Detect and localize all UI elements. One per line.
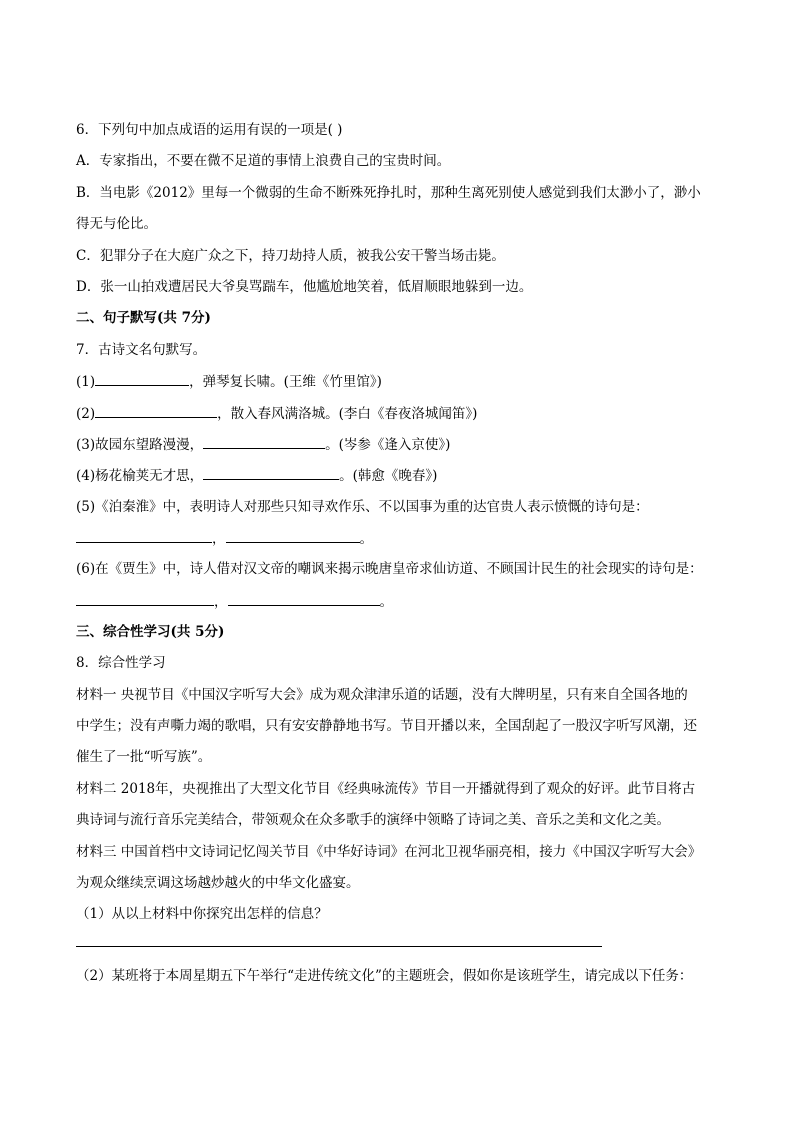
question-7-item-1: [76, 372, 382, 391]
item-3-text: (3)故园东望路漫漫，: [76, 437, 204, 453]
item-2-label: (2): [76, 406, 96, 422]
answer-blank-6a[interactable]: [76, 592, 214, 606]
question-7-item-6: (6)在《贾生》中，诗人借对汉文帝的嘲讽来揭示晚唐皇帝求仙访道、不顾国计民生的社会现实的诗句是：: [76, 561, 703, 577]
material-1-line-1: 材料一 央视节目《中国汉字听写大会》成为观众津津乐道的话题，没有大牌明星，只有来自全国各地的: [76, 687, 688, 703]
question-8-sub-2: （2）某班将于本周星期五下午举行“走进传统文化”的主题班会，假如你是该班学生，请完成以下任务：: [76, 968, 693, 984]
item-3-tail: 。(岑参《逢入京使》): [325, 437, 451, 453]
item-1-label: (1): [76, 374, 96, 390]
question-6-option-b: B．当电影《2012》里每一个微弱的生命不断殊死挣扎时，那种生离死别使人感觉到我们太渺小了，渺小: [76, 185, 701, 201]
question-6-option-a: A．专家指出，不要在微不足道的事情上浪费自己的宝贵时间。: [76, 153, 451, 169]
material-2-line-2: 典诗词与流行音乐完美结合，带领观众在众多歌手的演绎中领略了诗词之美、音乐之美和文化之美。: [76, 812, 670, 828]
answer-blank-5a[interactable]: [76, 529, 212, 543]
material-1-line-3: 催生了一批“听写族”。: [76, 749, 212, 765]
item-4-tail: 。(韩愈《晚春》): [339, 468, 438, 484]
question-6-stem: 6．下列句中加点成语的运用有误的一项是( ): [76, 122, 343, 138]
question-7-item-5-answer: [76, 529, 373, 548]
item-1-text: ，弹琴复长啸。(王维《竹里馆》): [189, 374, 382, 390]
question-7-item-2: [76, 404, 477, 423]
question-7-item-3: [76, 435, 450, 454]
question-7-item-6-answer: [76, 592, 393, 611]
question-6-option-c: C．犯罪分子在大庭广众之下，持刀劫持人质，被我公安干警当场击毙。: [76, 248, 505, 264]
answer-line-sub-1[interactable]: [76, 946, 602, 947]
question-6-option-d: D．张一山拍戏遭居民大爷臭骂踹车，他尴尬地笑着，低眉顺眼地躲到一边。: [76, 279, 533, 295]
answer-blank-5b[interactable]: [226, 529, 360, 543]
section-3-heading: 三、综合性学习(共 5分): [76, 624, 225, 640]
question-7-stem: 7．古诗文名句默写。: [76, 342, 207, 358]
answer-blank-4[interactable]: [203, 466, 339, 480]
material-3-line-1: 材料三 中国首档中文诗词记忆闯关节目《中华好诗词》在河北卫视华丽亮相，接力《中国汉字听写大会》: [76, 844, 702, 860]
item-4-text: (4)杨花榆荚无才思，: [76, 468, 204, 484]
material-1-line-2: 中学生；没有声嘶力竭的歌唱，只有安安静静地书写。节目开播以来，全国刮起了一股汉字听写风潮，还: [76, 718, 697, 734]
item-6-sep: ，: [214, 594, 228, 610]
material-2-line-1: 材料二 2018年，央视推出了大型文化节目《经典咏流传》节目一开播就得到了观众的好评。此节目将古: [76, 781, 696, 797]
question-8-sub-1: （1）从以上材料中你探究出怎样的信息？: [76, 906, 328, 922]
material-3-line-2: 为观众继续烹调这场越炒越火的中华文化盛宴。: [76, 875, 360, 891]
item-5-end: 。: [359, 531, 373, 547]
item-2-text: ，散入春风满洛城。(李白《春夜洛城闻笛》): [217, 406, 478, 422]
section-2-heading: 二、句子默写(共 7分): [76, 310, 211, 326]
answer-blank-1[interactable]: [95, 372, 189, 386]
item-5-sep: ，: [212, 531, 226, 547]
answer-blank-6b[interactable]: [228, 592, 380, 606]
question-7-item-5: (5)《泊秦淮》中，表明诗人对那些只知寻欢作乐、不以国事为重的达官贵人表示愤慨的诗句是：: [76, 499, 649, 515]
item-6-end: 。: [379, 594, 393, 610]
question-8-stem: 8．综合性学习: [76, 655, 166, 671]
question-7-item-4: [76, 466, 437, 485]
answer-blank-3[interactable]: [203, 435, 325, 449]
answer-blank-2[interactable]: [95, 404, 217, 418]
question-6-option-b-cont: 得无与伦比。: [76, 216, 157, 232]
